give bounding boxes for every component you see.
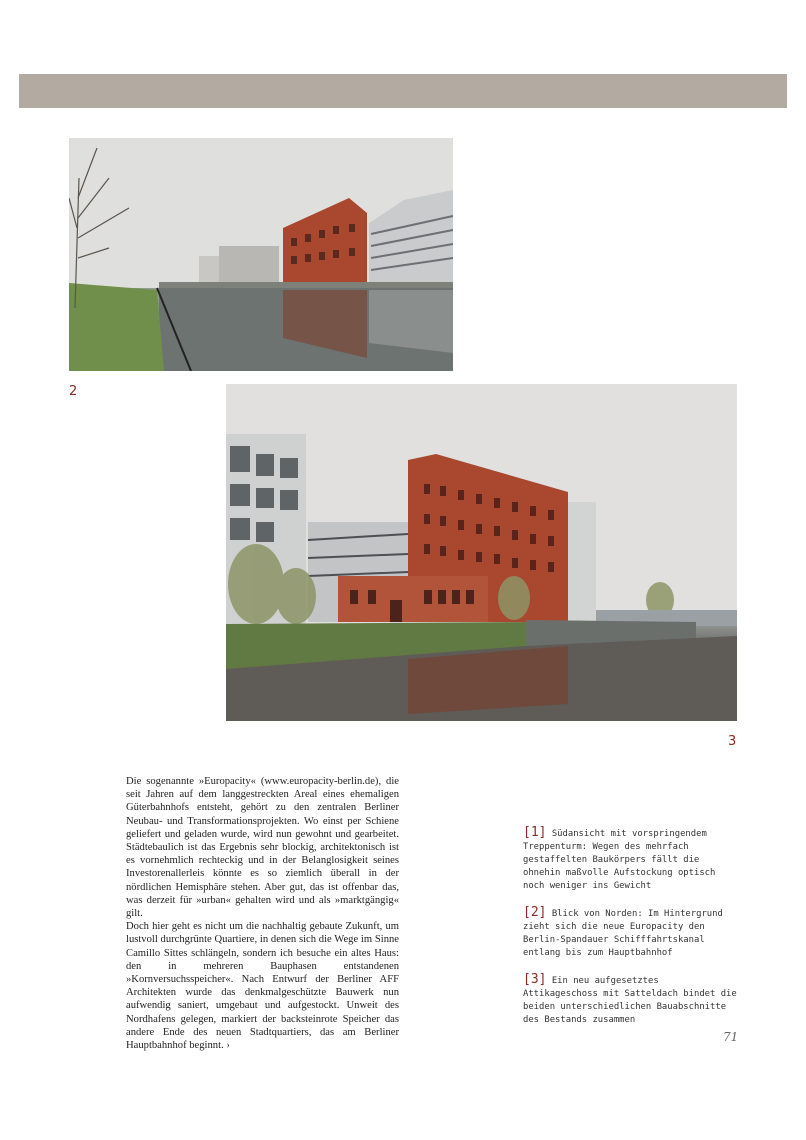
page-number: 71 — [723, 1030, 739, 1044]
caption-number: [2] — [523, 905, 547, 920]
article-paragraph: Doch hier geht es nicht um die nachhaltig gebaute Zukunft, um lustvoll durchgrünte Quartiere, in denen sich die Wege im Sinne Camillo Sittes schlängeln, sondern ich besuche ein altes Haus: den in mehreren Bauphasen entstandenen »Kornversuchsspeicher«. Nach Entwurf der Berliner AFF Architekten wurde das denkmalgeschützte Bauwerk nun aufwendig saniert, umgebaut und aufgestockt. Unweit des Nordhafens gelegen, markiert der backsteinrote Speicher das andere Ende des neuen Stadtquartiers, das am Berliner Hauptbahnhof beginnt. › — [126, 921, 399, 1052]
header-band — [19, 74, 787, 108]
caption-text: Ein neu aufgesetztes Attikageschoss mit Satteldach bindet die beiden unterschiedlichen Bauabschnitte des Bestands zusammen — [523, 976, 737, 1025]
caption-number: [1] — [523, 825, 547, 840]
article-paragraph: Die sogenannte »Europacity« (www.europacity-berlin.de), die seit Jahren auf dem langgestreckten Areal eines ehemaligen Güterbahnhofs entsteht, gehört zu den zentralen Berliner Neubau- und Transformationsprojekten. Wo einst per Schiene geliefert und geladen wurde, wird nun gewohnt und gearbeitet. Städtebaulich ist das Ergebnis sehr blockig, architektonisch ist es vornehmlich rechteckig und in der Belanglosigkeit seines Investorenallerleis könnte es so ziemlich überall in der nördlichen Hemisphäre stehen. Aber gut, das ist offenbar das, was derzeit für »urban« gehalten wird und als »marktgängig« gilt. — [126, 776, 399, 920]
caption-1 — [523, 826, 738, 893]
figure-number-3: 3 — [728, 734, 737, 749]
photo-brick-granary-graphic — [226, 384, 737, 721]
photo-brick-granary — [226, 384, 737, 721]
figure-number-2: 2 — [69, 384, 78, 399]
article-body — [126, 775, 399, 1052]
caption-list — [523, 826, 738, 1040]
caption-text: Südansicht mit vorspringendem Treppenturm: Wegen des mehrfach gestaffelten Baukörpers fällt die ohnehin maßvolle Aufstockung optisch noch weniger ins Gewicht — [523, 829, 716, 891]
caption-text: Blick von Norden: Im Hintergrund zieht sich die neue Europacity den Berlin-Spandauer Schifffahrtskanal entlang bis zum Hauptbahnhof — [523, 909, 723, 958]
caption-number: [3] — [523, 972, 547, 987]
caption-3 — [523, 973, 738, 1027]
photo-canal-view — [69, 138, 453, 371]
photo-canal-view-graphic — [69, 138, 453, 371]
caption-2 — [523, 906, 738, 960]
